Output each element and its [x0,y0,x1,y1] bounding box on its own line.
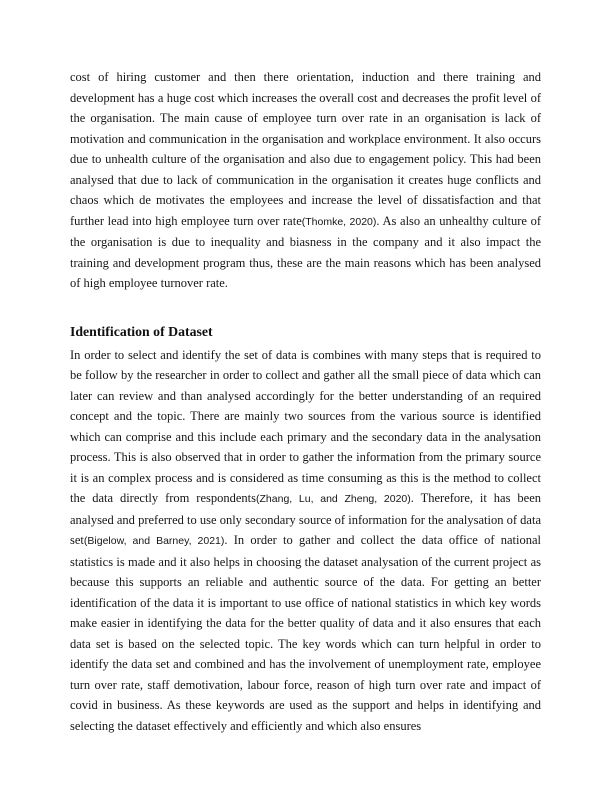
body-text-run: . As also an unhealthy culture of the organisation is due to inequality and biasness in the company and it also impact the training and development program thus, these are the main reasons which has been analysed of high employee turnover rate. [70,213,542,290]
body-text-run: . In order to gather and collect the data office of national statistics is made and it also helps in choosing the dataset analysation of the current project as because this supports an reliable and authentic source of the data. For getting an better identification of the data it is important to use office of national statistics in which key words make easier in identifying the data for the better quality of data and it also ensures that each data set is based on the selected topic. The key words which can turn helpful in order to identify the data set and combined and has the involvement of unemployment rate, employee turn over rate, staff demotivation, labour force, reason of high turn over rate and impact of covid in business. As these keywords are used as the support and helps in identifying and selecting the dataset effectively and efficiently and which also ensures [70,533,541,733]
paragraph-employee-turnover-causes [70,67,541,294]
body-text-run: . Therefore, it has been analysed and preferred to use only secondary source of information for the analysation of data set [70,491,541,547]
section-heading-identification-of-dataset: Identification of Dataset [70,323,213,339]
body-text-run: cost of hiring customer and then there orientation, induction and there training and development has a huge cost which increases the overall cost and decreases the profit level of the organisation. The main cause of employee turn over rate in an organisation is lack of motivation and communication in the organisation and workplace environment. It also occurs due to unhealth culture of the organisation and also due to engagement policy. This had been analysed that due to lack of communication in the organisation it creates huge conflicts and chaos which de motivates the employees and increase the level of dissatisfaction and that further lead into high employee turn over rate [70,70,541,228]
citation-zhang-lu-zheng-2020: (Zhang, Lu, and Zheng, 2020) [256,493,411,505]
body-text-run: In order to select and identify the set of data is combines with many steps that is required to be follow by the researcher in order to collect and gather all the small piece of data which can later can review and than analysed accordingly for the better understanding of an required concept and the topic. There are mainly two sources from the various source is identified which can comprise and this include each primary and the secondary data in the analysation process. This is also observed that in order to gather the information from the primary source it is an complex process and is considered as time consuming as this is the method to collect the data directly from respondents [70,347,541,505]
citation-thomke-2020: (Thomke, 2020) [301,215,377,228]
paragraph-dataset-identification [70,345,541,737]
citation-bigelow-barney-2021: (Bigelow, and Barney, 2021) [83,535,225,547]
